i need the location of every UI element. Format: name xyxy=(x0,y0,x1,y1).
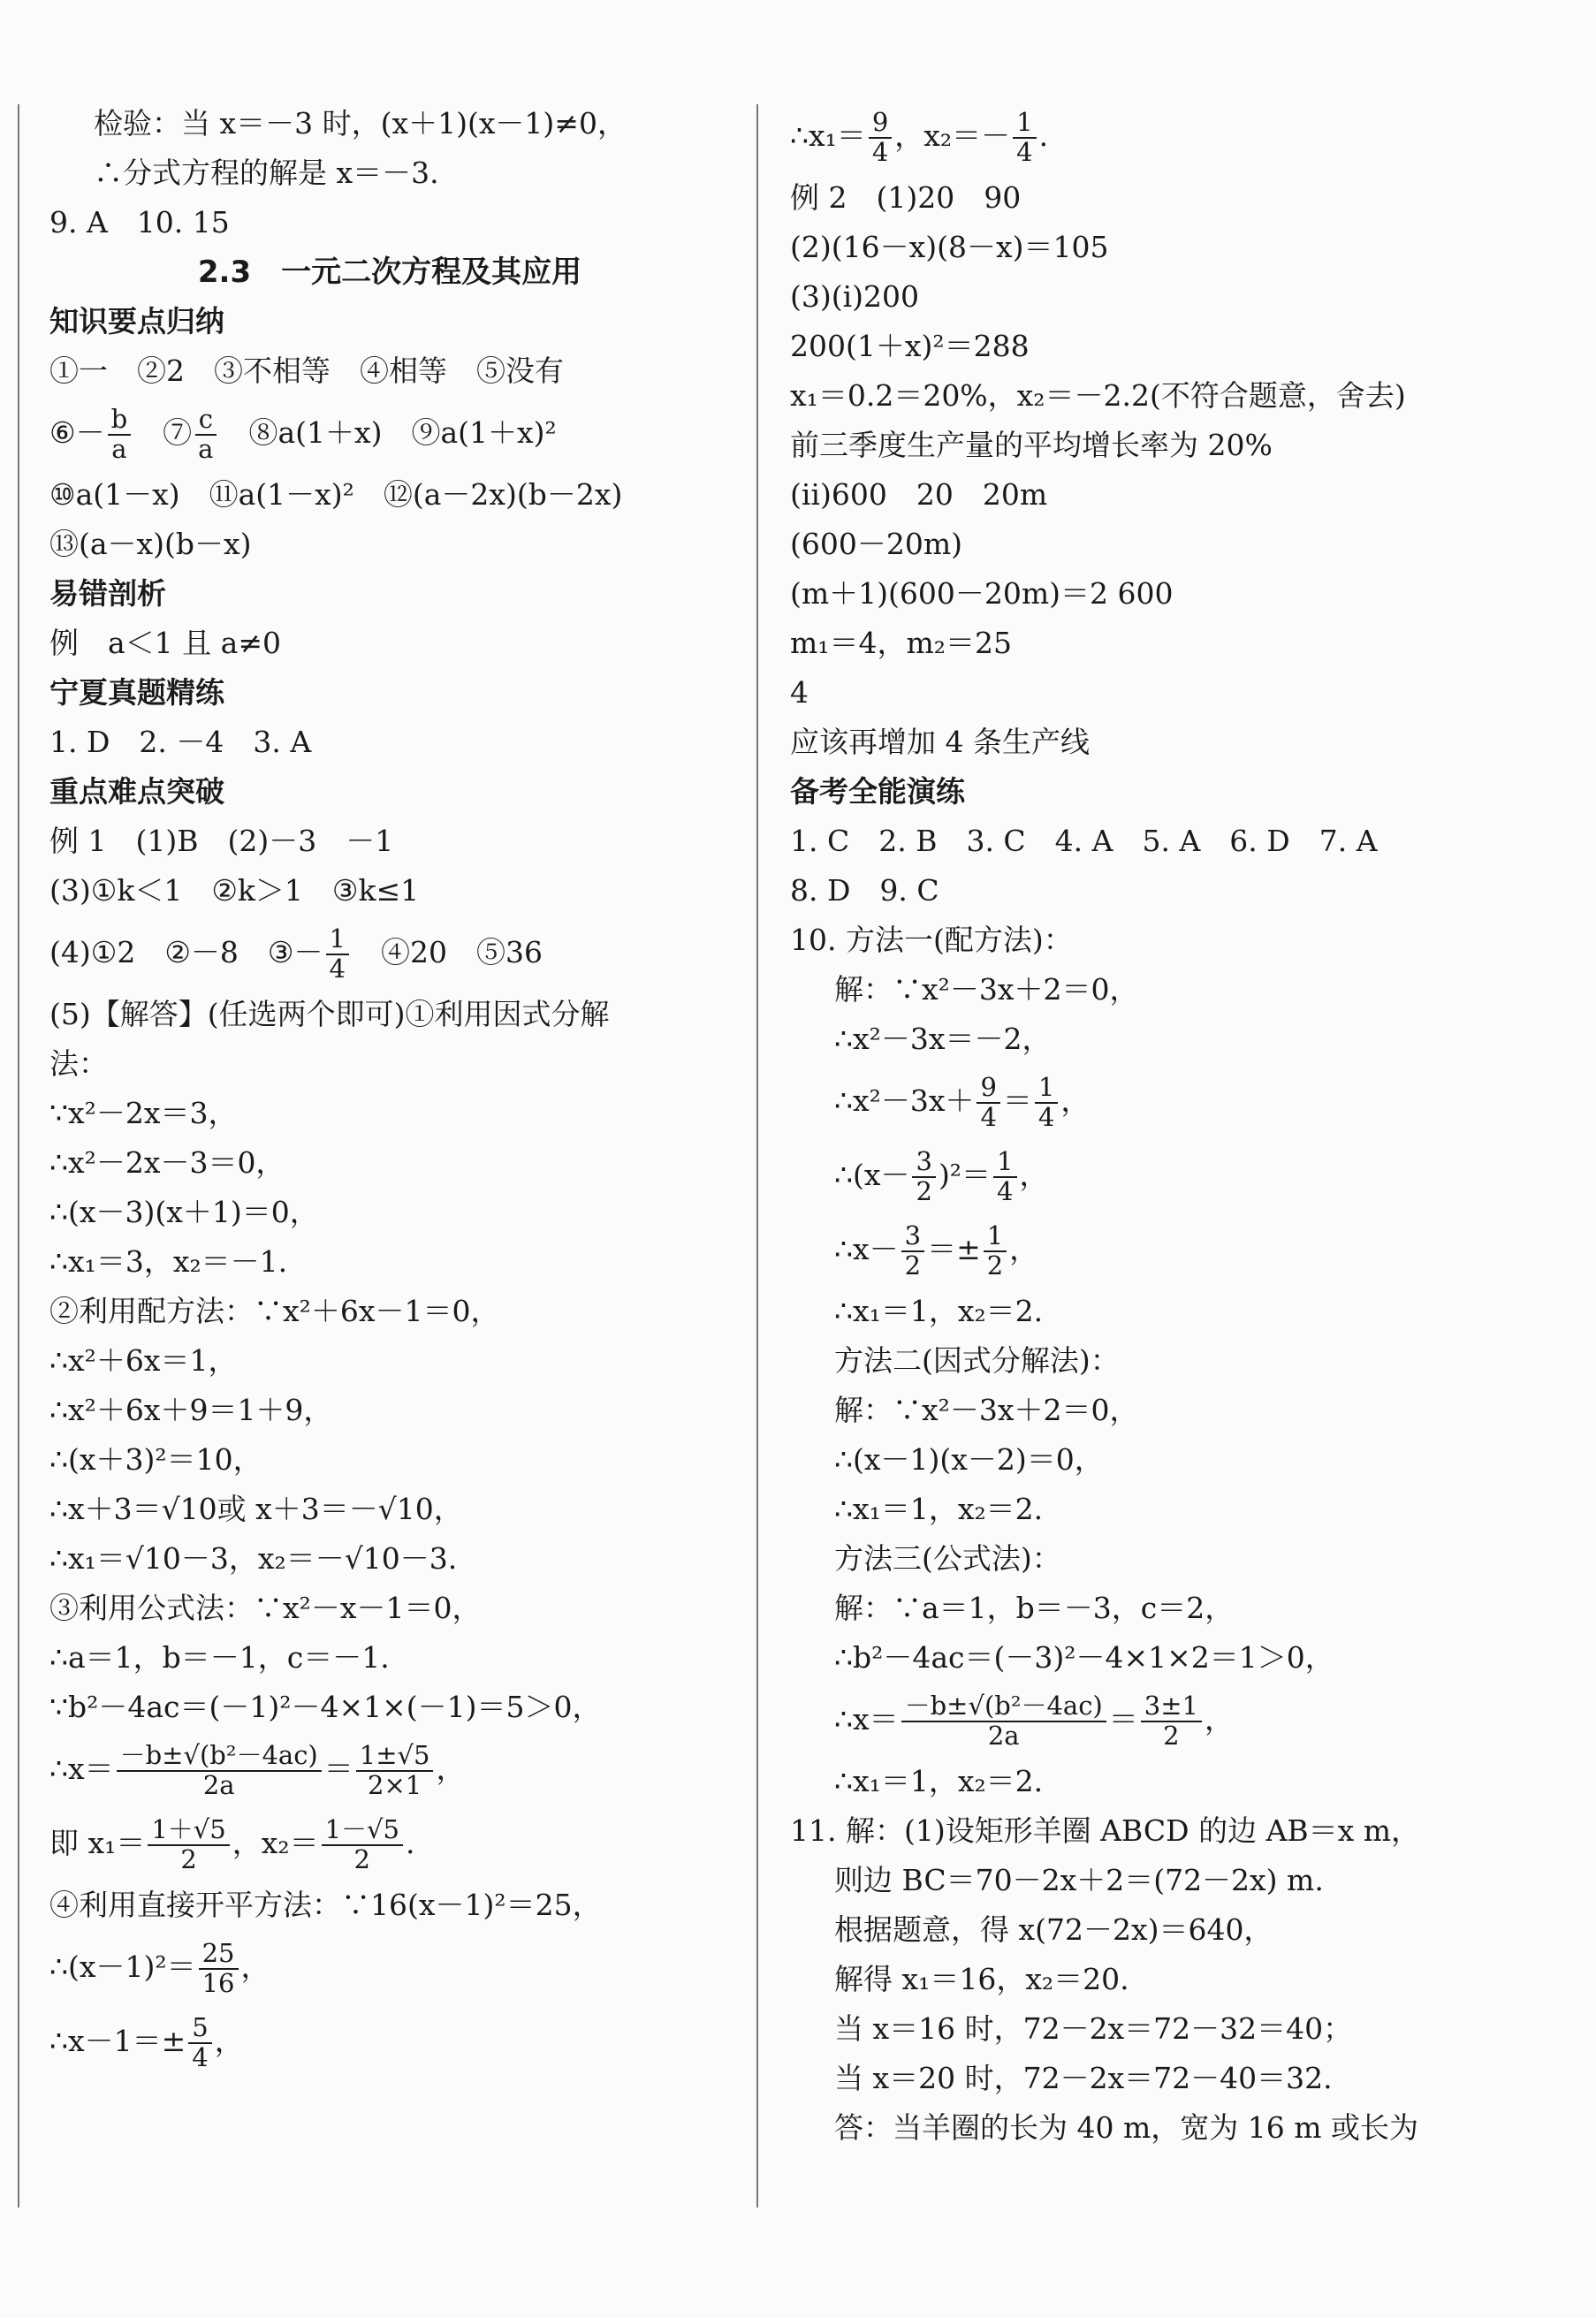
fraction-denominator: 2 xyxy=(904,1250,922,1281)
fraction xyxy=(148,1816,229,1874)
text-segment: ∴(x－1)²＝ xyxy=(49,1949,196,1984)
text-segment: ， xyxy=(1060,1083,1091,1118)
text-line: ∴x₁＝1，x₂＝2. xyxy=(834,1294,1044,1328)
text-line xyxy=(49,1930,730,2004)
text-line: (3)(ⅰ)200 xyxy=(790,279,920,314)
fraction xyxy=(984,1222,1007,1281)
fraction-denominator: 4 xyxy=(871,137,889,167)
text-line: 解得 x₁＝16，x₂＝20. xyxy=(834,1962,1129,1996)
fraction-numerator: 1－√5 xyxy=(322,1816,403,1846)
text-line: 10. 方法一(配方法)： xyxy=(790,923,1073,957)
text-segment: 即 x₁＝ xyxy=(49,1826,146,1860)
fraction-denominator: 16 xyxy=(201,1968,235,1998)
fraction-denominator: 4 xyxy=(980,1102,997,1132)
text-line: ∴x²－2x－3＝0， xyxy=(49,1145,285,1180)
section-heading: 知识要点归纳 xyxy=(49,304,224,338)
text-line: 9. A 10. 15 xyxy=(49,205,230,239)
fraction xyxy=(356,1742,434,1800)
fraction xyxy=(1035,1074,1058,1132)
text-line: ②利用配方法：∵x²＋6x－1＝0， xyxy=(49,1294,500,1328)
section-heading: 重点难点突破 xyxy=(49,774,224,809)
fraction-numerator: 1 xyxy=(1035,1074,1058,1104)
text-line: ∴x₁＝1，x₂＝2. xyxy=(834,1764,1044,1798)
text-segment: ＝ xyxy=(323,1752,353,1786)
text-line: 方法三(公式法)： xyxy=(834,1541,1061,1576)
text-segment: ＝ xyxy=(1108,1702,1138,1737)
fraction-numerator: 25 xyxy=(199,1940,239,1970)
fraction-denominator: 2 xyxy=(1163,1721,1180,1751)
text-line: 例 1 (1)B (2)－3 －1 xyxy=(49,824,394,858)
text-line: (2)(16－x)(8－x)＝105 xyxy=(790,230,1109,264)
text-line: ③利用公式法：∵x²－x－1＝0， xyxy=(49,1591,482,1625)
text-segment: ④20 ⑤36 xyxy=(351,935,543,969)
fraction-numerator: 1±√5 xyxy=(356,1742,434,1772)
text-line: ∵b²－4ac＝(－1)²－4×1×(－1)＝5＞0， xyxy=(49,1690,602,1724)
fraction-denominator: a xyxy=(198,434,214,464)
fraction xyxy=(108,406,132,464)
text-segment: ， xyxy=(1019,1158,1049,1192)
fraction-denominator: 2 xyxy=(916,1176,932,1206)
column-divider xyxy=(756,104,758,2208)
text-line: ∴x₁＝1，x₂＝2. xyxy=(834,1492,1044,1526)
text-segment: ∴x＝ xyxy=(49,1752,114,1786)
text-line: 方法二(因式分解法)： xyxy=(834,1343,1120,1378)
text-segment: ，x₂＝ xyxy=(232,1826,319,1860)
fraction xyxy=(322,1816,403,1874)
fraction-denominator: 4 xyxy=(1037,1102,1055,1132)
fraction-denominator: 4 xyxy=(329,954,346,984)
text-segment: ⑧a(1＋x) ⑨a(1＋x)² xyxy=(219,415,557,450)
text-line: 根据题意，得 x(72－2x)＝640， xyxy=(834,1912,1273,1947)
section-title: 2.3 一元二次方程及其应用 xyxy=(197,255,582,290)
text-line xyxy=(790,1683,1568,1757)
text-line: 8. D 9. C xyxy=(790,873,939,908)
text-segment: ∴x＝ xyxy=(834,1702,899,1737)
fraction-denominator: 2 xyxy=(353,1844,370,1874)
text-line xyxy=(49,916,730,990)
text-line: 例 2 (1)20 90 xyxy=(790,180,1022,215)
text-line: ④利用直接开平方法：∵16(x－1)²＝25， xyxy=(49,1888,602,1922)
fraction-numerator: 3±1 xyxy=(1141,1692,1202,1722)
fraction xyxy=(901,1692,1106,1751)
text-line: ∴x²＋6x＋9＝1＋9， xyxy=(49,1393,333,1427)
text-line: 当 x＝20 时，72－2x＝72－40＝32. xyxy=(834,2061,1333,2095)
text-line: ∴(x－1)(x－2)＝0， xyxy=(834,1442,1104,1477)
section-heading: 易错剖析 xyxy=(49,576,166,611)
text-line: 例 a＜1 且 a≠0 xyxy=(49,626,281,660)
text-line xyxy=(790,1212,1568,1287)
fraction-numerator: 5 xyxy=(188,2014,211,2044)
fraction-denominator: 2 xyxy=(180,1844,197,1874)
fraction-numerator: 1 xyxy=(1013,109,1036,139)
text-line xyxy=(790,1064,1568,1138)
text-line: ∴b²－4ac＝(－3)²－4×1×2＝1＞0， xyxy=(834,1640,1334,1675)
fraction-denominator: 4 xyxy=(192,2042,209,2072)
text-segment: ∴x²－3x＋ xyxy=(834,1083,975,1118)
text-segment: ⑦ xyxy=(133,415,193,450)
text-line: 则边 BC＝70－2x＋2＝(72－2x) m. xyxy=(834,1863,1324,1897)
text-line: ∵x²－2x＝3， xyxy=(49,1096,238,1130)
left-margin-rule xyxy=(18,104,19,2208)
fraction-numerator: c xyxy=(195,406,217,436)
fraction-denominator: 4 xyxy=(1016,137,1033,167)
text-line xyxy=(49,1806,730,1881)
left-column xyxy=(49,99,730,2079)
text-segment: ， xyxy=(214,2024,244,2058)
text-line: 解：∵x²－3x＋2＝0， xyxy=(834,1393,1139,1427)
text-line: 200(1＋x)²＝288 xyxy=(790,329,1030,363)
fraction-denominator: 2a xyxy=(202,1770,235,1800)
text-line: ∴(x＋3)²＝10， xyxy=(49,1442,262,1477)
text-line: (5)【解答】(任选两个即可)①利用因式分解 xyxy=(49,997,610,1031)
fraction xyxy=(1013,109,1036,167)
text-line: 解：∵x²－3x＋2＝0， xyxy=(834,972,1139,1007)
text-line: 11. 解：(1)设矩形羊圈 ABCD 的边 AB＝x m， xyxy=(790,1813,1421,1848)
text-line: ∴x₁＝3，x₂＝－1. xyxy=(49,1244,288,1279)
text-segment: ， xyxy=(436,1752,466,1786)
fraction xyxy=(199,1940,239,1998)
fraction xyxy=(326,925,349,984)
text-segment: ∴x－ xyxy=(834,1232,899,1266)
text-line: ∴分式方程的解是 x＝－3. xyxy=(94,156,439,190)
text-line: ∴x＋3＝√10或 x＋3＝－√10， xyxy=(49,1492,463,1526)
text-line: (600－20m) xyxy=(790,527,963,561)
text-segment: ， xyxy=(1204,1702,1234,1737)
text-segment: . xyxy=(1038,118,1049,153)
fraction-numerator: －b±√(b²－4ac) xyxy=(117,1742,322,1772)
text-segment: )²＝ xyxy=(938,1158,992,1192)
fraction xyxy=(1141,1692,1202,1751)
fraction-denominator: 2a xyxy=(987,1721,1020,1751)
text-segment: ⑥－ xyxy=(49,415,105,450)
fraction-denominator: 2×1 xyxy=(368,1770,422,1800)
fraction-numerator: 9 xyxy=(869,109,892,139)
text-line: 1. C 2. B 3. C 4. A 5. A 6. D 7. A xyxy=(790,824,1378,858)
text-line xyxy=(49,1732,730,1806)
fraction-denominator: a xyxy=(111,434,127,464)
fraction xyxy=(188,2014,211,2072)
text-segment: ＝± xyxy=(927,1232,981,1266)
text-line xyxy=(790,99,1568,173)
text-line: ∴x₁＝√10－3，x₂＝－√10－3. xyxy=(49,1541,458,1576)
text-segment: (4)①2 ②－8 ③－ xyxy=(49,935,323,969)
text-line: (3)①k＜1 ②k＞1 ③k≤1 xyxy=(49,873,420,908)
text-line: 答：当羊圈的长为 40 m，宽为 16 m 或长为 xyxy=(834,2110,1419,2145)
fraction-numerator: 1 xyxy=(984,1222,1007,1252)
fraction-numerator: 3 xyxy=(912,1148,935,1178)
text-line: ∴a＝1，b＝－1，c＝－1. xyxy=(49,1640,390,1675)
fraction xyxy=(977,1074,999,1132)
fraction xyxy=(993,1148,1016,1206)
text-line xyxy=(49,396,730,470)
text-line: ①一 ②2 ③不相等 ④相等 ⑤没有 xyxy=(49,353,564,388)
text-line xyxy=(49,2004,730,2079)
text-line: ∴x²－3x＝－2， xyxy=(834,1022,1052,1056)
fraction xyxy=(901,1222,924,1281)
fraction-numerator: 1 xyxy=(326,925,349,955)
fraction-denominator: 2 xyxy=(986,1250,1004,1281)
text-line: m₁＝4，m₂＝25 xyxy=(790,626,1013,660)
text-line: 解：∵a＝1，b＝－3，c＝2， xyxy=(834,1591,1235,1625)
text-segment: ＝ xyxy=(1002,1083,1032,1118)
text-line: 检验：当 x＝－3 时，(x＋1)(x－1)≠0， xyxy=(94,106,627,141)
text-segment: ， xyxy=(1009,1232,1039,1266)
section-heading: 备考全能演练 xyxy=(790,774,965,809)
fraction-denominator: 4 xyxy=(997,1176,1014,1206)
text-segment: ， xyxy=(240,1949,270,1984)
fraction xyxy=(117,1742,322,1800)
text-segment: ，x₂＝－ xyxy=(894,118,1011,153)
text-segment: ∴x－1＝± xyxy=(49,2024,186,2058)
text-line: ∴x²＋6x＝1， xyxy=(49,1343,238,1378)
text-line: 1. D 2. －4 3. A xyxy=(49,725,312,759)
text-line xyxy=(790,1138,1568,1212)
fraction xyxy=(869,109,892,167)
fraction-numerator: 9 xyxy=(977,1074,999,1104)
text-line: 4 xyxy=(790,675,809,710)
text-line: (ⅱ)600 20 20m xyxy=(790,477,1048,512)
fraction xyxy=(912,1148,935,1206)
fraction-numerator: 3 xyxy=(901,1222,924,1252)
text-line: 法： xyxy=(49,1046,108,1081)
fraction-numerator: 1＋√5 xyxy=(148,1816,229,1846)
text-line: x₁＝0.2＝20%，x₂＝－2.2(不符合题意，舍去) xyxy=(790,378,1406,413)
fraction xyxy=(194,406,217,464)
text-line: ∴(x－3)(x＋1)＝0， xyxy=(49,1195,319,1229)
right-column xyxy=(790,99,1568,2153)
text-line: 前三季度生产量的平均增长率为 20% xyxy=(790,428,1273,462)
text-line: (m＋1)(600－20m)＝2 600 xyxy=(790,576,1174,611)
text-segment: . xyxy=(405,1826,415,1860)
fraction-numerator: －b±√(b²－4ac) xyxy=(901,1692,1106,1722)
fraction-numerator: b xyxy=(108,406,132,436)
section-heading: 宁夏真题精练 xyxy=(49,675,224,710)
text-line: 应该再增加 4 条生产线 xyxy=(790,725,1090,759)
text-segment: ∴(x－ xyxy=(834,1158,910,1192)
fraction-numerator: 1 xyxy=(993,1148,1016,1178)
text-line: ⑬(a－x)(b－x) xyxy=(49,527,252,561)
text-line: 当 x＝16 时，72－2x＝72－32＝40； xyxy=(834,2011,1353,2046)
text-segment: ∴x₁＝ xyxy=(790,118,866,153)
text-line: ⑩a(1－x) ⑪a(1－x)² ⑫(a－2x)(b－2x) xyxy=(49,477,623,512)
